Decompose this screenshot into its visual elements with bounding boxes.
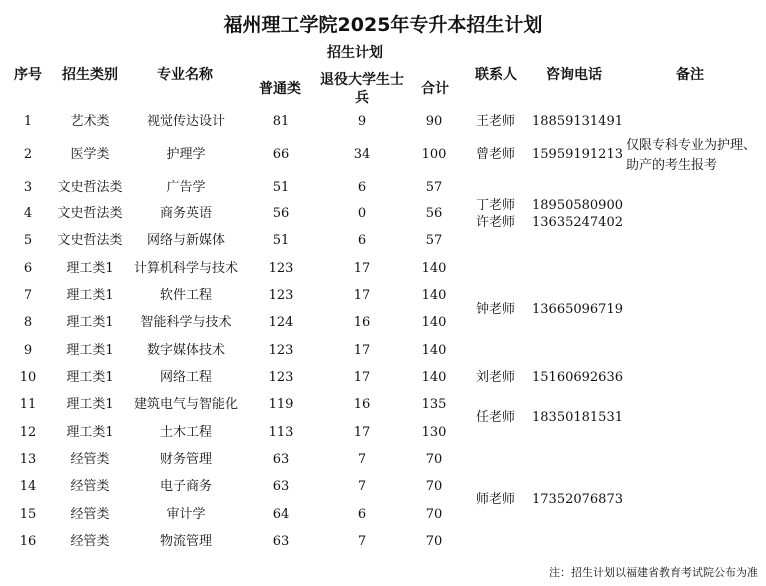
header-phone: 咨询电话: [546, 67, 602, 83]
cell-category: 理工类1: [66, 370, 114, 385]
cell-normal: 123: [268, 261, 294, 276]
contact-phone: 18859131491: [532, 114, 623, 129]
contact-phone: 13665096719: [532, 302, 623, 317]
cell-major: 广告学: [166, 180, 206, 195]
cell-normal: 56: [272, 206, 290, 221]
contact-name: 丁老师: [476, 198, 516, 213]
cell-veteran: 7: [357, 479, 367, 494]
cell-seq: 12: [19, 425, 37, 440]
contact-name: 曾老师: [476, 147, 516, 162]
remark-note: 仅限专科专业为护理、助产的考生报考: [626, 138, 757, 173]
cell-seq: 5: [23, 233, 33, 248]
cell-total: 140: [421, 288, 447, 303]
cell-category: 文史哲法类: [57, 233, 123, 248]
header-normal: 普通类: [259, 81, 301, 97]
contact-name: 钟老师: [476, 302, 516, 317]
cell-normal: 63: [272, 534, 290, 549]
cell-veteran: 17: [353, 288, 371, 303]
cell-total: 140: [421, 343, 447, 358]
cell-seq: 4: [23, 206, 33, 221]
cell-total: 140: [421, 261, 447, 276]
cell-seq: 9: [23, 343, 33, 358]
cell-veteran: 7: [357, 534, 367, 549]
contact-phone: 15160692636: [532, 370, 623, 385]
cell-seq: 11: [19, 397, 37, 412]
header-remark: 备注: [676, 67, 704, 83]
cell-category: 理工类1: [66, 425, 114, 440]
cell-total: 70: [425, 479, 443, 494]
cell-major: 计算机科学与技术: [133, 261, 239, 276]
header-plan-group: 招生计划: [327, 45, 383, 61]
cell-total: 100: [421, 147, 447, 162]
cell-total: 135: [421, 397, 447, 412]
cell-major: 建筑电气与智能化: [133, 397, 239, 412]
cell-category: 文史哲法类: [57, 180, 123, 195]
contact-phone: 18350181531: [532, 410, 623, 425]
cell-major: 物流管理: [159, 534, 213, 549]
cell-veteran: 17: [353, 370, 371, 385]
cell-normal: 66: [272, 147, 290, 162]
cell-category: 经管类: [70, 507, 110, 522]
cell-veteran: 6: [357, 233, 367, 248]
cell-category: 经管类: [70, 479, 110, 494]
cell-veteran: 17: [353, 425, 371, 440]
cell-category: 经管类: [70, 534, 110, 549]
cell-veteran: 6: [357, 507, 367, 522]
cell-seq: 7: [23, 288, 33, 303]
cell-veteran: 0: [357, 206, 367, 221]
cell-major: 智能科学与技术: [140, 315, 232, 330]
cell-category: 艺术类: [70, 114, 110, 129]
cell-veteran: 16: [353, 397, 371, 412]
cell-total: 90: [425, 114, 443, 129]
cell-normal: 123: [268, 288, 294, 303]
cell-major: 数字媒体技术: [146, 343, 226, 358]
cell-seq: 8: [23, 315, 33, 330]
header-category: 招生类别: [62, 67, 118, 83]
cell-category: 医学类: [70, 147, 110, 162]
cell-veteran: 17: [353, 261, 371, 276]
cell-seq: 6: [23, 261, 33, 276]
cell-seq: 1: [23, 114, 33, 129]
cell-normal: 63: [272, 452, 290, 467]
cell-total: 70: [425, 452, 443, 467]
cell-normal: 63: [272, 479, 290, 494]
cell-total: 70: [425, 534, 443, 549]
contact-phone: 13635247402: [532, 215, 623, 230]
contact-phone: 15959191213: [532, 147, 623, 162]
cell-major: 网络工程: [159, 370, 213, 385]
cell-major: 护理学: [166, 147, 206, 162]
cell-veteran: 7: [357, 452, 367, 467]
cell-veteran: 34: [353, 147, 371, 162]
contact-name: 许老师: [476, 215, 516, 230]
cell-total: 57: [425, 180, 443, 195]
cell-seq: 15: [19, 507, 37, 522]
cell-category: 理工类1: [66, 315, 114, 330]
cell-normal: 123: [268, 343, 294, 358]
cell-major: 电子商务: [159, 479, 213, 494]
cell-veteran: 6: [357, 180, 367, 195]
header-contact: 联系人: [475, 67, 517, 83]
cell-major: 土木工程: [159, 425, 213, 440]
cell-veteran: 16: [353, 315, 371, 330]
cell-category: 理工类1: [66, 343, 114, 358]
cell-category: 理工类1: [66, 261, 114, 276]
header-veteran: 退役大学生士兵: [320, 72, 404, 106]
cell-total: 140: [421, 370, 447, 385]
cell-normal: 113: [268, 425, 294, 440]
contact-phone: 17352076873: [532, 492, 623, 507]
cell-veteran: 17: [353, 343, 371, 358]
cell-veteran: 9: [357, 114, 367, 129]
contact-name: 王老师: [476, 114, 516, 129]
header-seq: 序号: [14, 67, 42, 83]
cell-major: 视觉传达设计: [146, 114, 226, 129]
contact-name: 刘老师: [476, 370, 516, 385]
cell-normal: 119: [268, 397, 294, 412]
cell-seq: 14: [19, 479, 37, 494]
cell-total: 70: [425, 507, 443, 522]
header-major: 专业名称: [157, 67, 213, 83]
cell-total: 56: [425, 206, 443, 221]
cell-total: 140: [421, 315, 447, 330]
cell-major: 商务英语: [159, 206, 213, 221]
cell-total: 130: [421, 425, 447, 440]
cell-major: 审计学: [166, 507, 206, 522]
cell-major: 财务管理: [159, 452, 213, 467]
contact-name: 任老师: [476, 410, 516, 425]
cell-total: 57: [425, 233, 443, 248]
cell-major: 软件工程: [159, 288, 213, 303]
cell-normal: 81: [272, 114, 290, 129]
cell-seq: 13: [19, 452, 37, 467]
cell-category: 理工类1: [66, 397, 114, 412]
cell-normal: 123: [268, 370, 294, 385]
page-title: 福州理工学院2025年专升本招生计划: [223, 14, 543, 36]
contact-name: 师老师: [476, 492, 516, 507]
cell-seq: 3: [23, 180, 33, 195]
cell-category: 经管类: [70, 452, 110, 467]
cell-category: 文史哲法类: [57, 206, 123, 221]
footer-note: 注：招生计划以福建省教育考试院公布为准: [549, 566, 758, 579]
cell-normal: 51: [272, 180, 290, 195]
cell-normal: 51: [272, 233, 290, 248]
contact-phone: 18950580900: [532, 198, 623, 213]
cell-major: 网络与新媒体: [146, 233, 226, 248]
cell-category: 理工类1: [66, 288, 114, 303]
cell-normal: 124: [268, 315, 294, 330]
cell-seq: 2: [23, 147, 33, 162]
header-total: 合计: [421, 81, 449, 97]
cell-seq: 10: [19, 370, 37, 385]
cell-normal: 64: [272, 507, 290, 522]
cell-seq: 16: [19, 534, 37, 549]
